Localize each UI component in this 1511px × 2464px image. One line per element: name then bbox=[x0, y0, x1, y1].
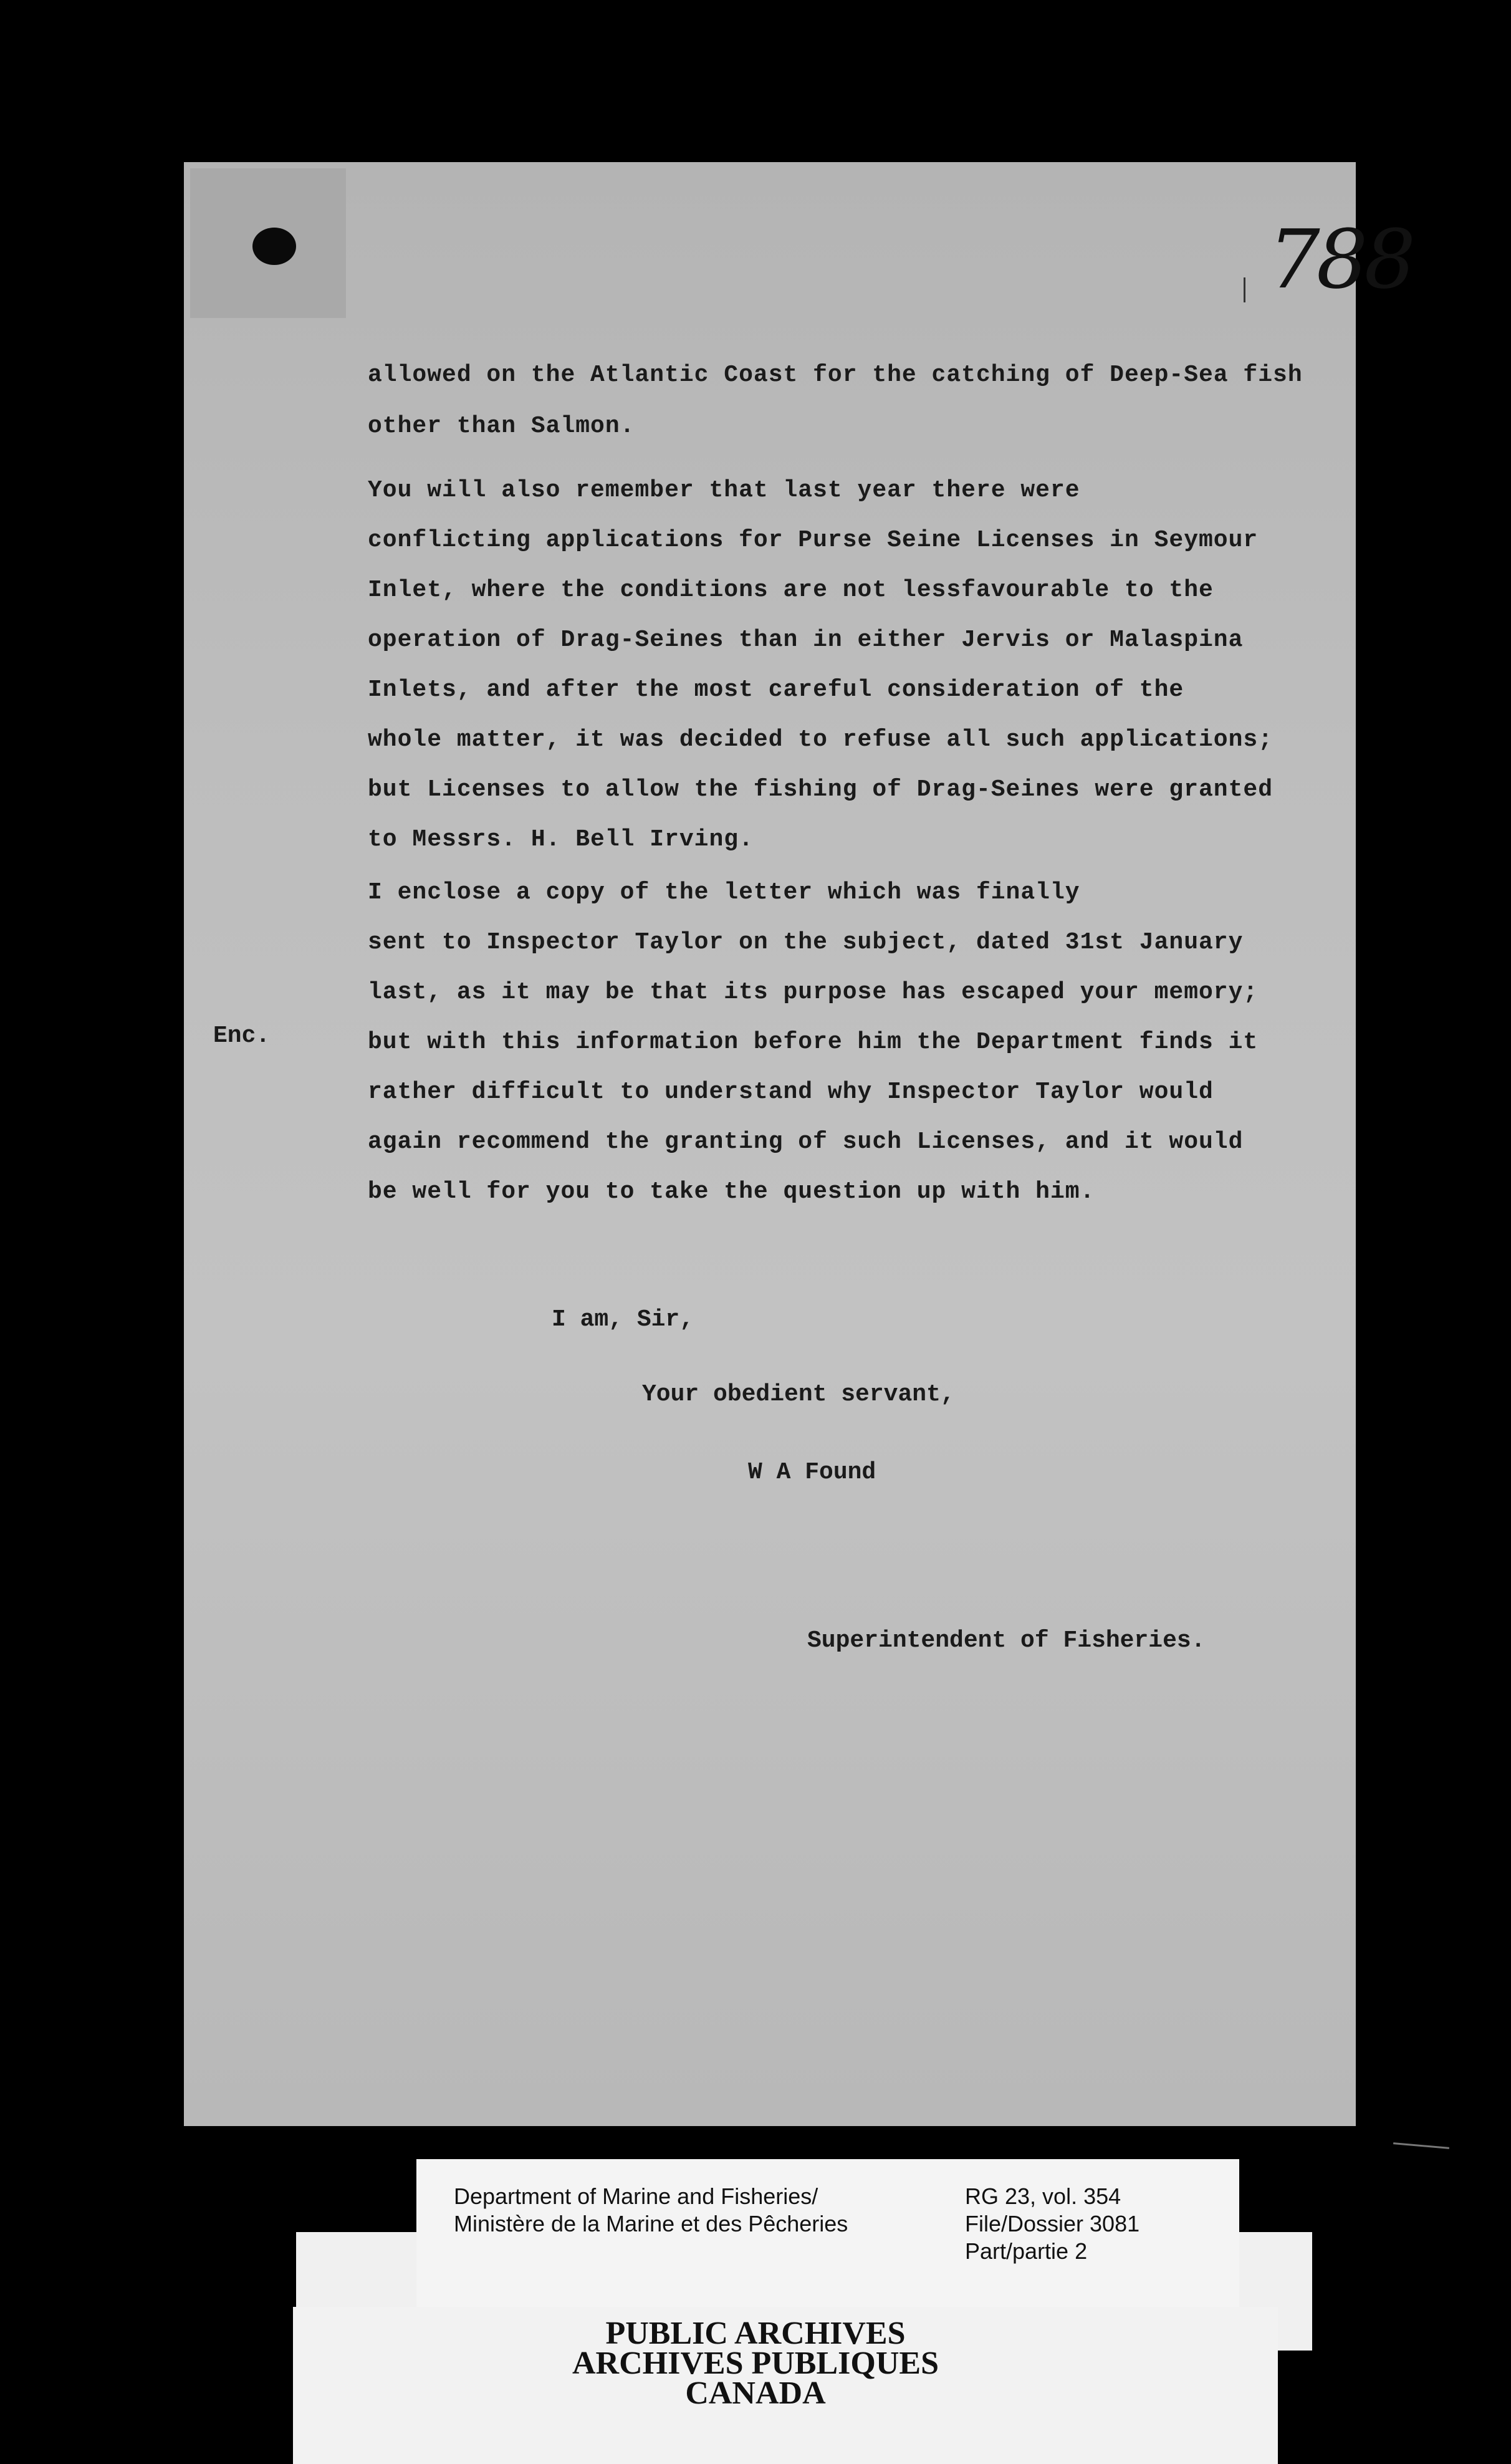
document-page bbox=[184, 162, 1413, 2126]
punch-hole bbox=[252, 228, 296, 265]
record-group: RG 23, vol. 354 bbox=[965, 2183, 1121, 2209]
body-line: sent to Inspector Taylor on the subject, dated 31st January bbox=[368, 929, 1244, 956]
body-line: whole matter, it was decided to refuse all such applications; bbox=[368, 726, 1274, 753]
body-line: last, as it may be that its purpose has escaped your memory; bbox=[368, 979, 1259, 1006]
signature: W A Found bbox=[748, 1459, 876, 1486]
department-en: Department of Marine and Fisheries/ bbox=[454, 2183, 818, 2209]
body-line: I enclose a copy of the letter which was finally bbox=[368, 879, 1080, 906]
body-line: again recommend the granting of such Licenses, and it would bbox=[368, 1129, 1244, 1155]
salutation: I am, Sir, bbox=[552, 1306, 694, 1333]
punch-hole-area bbox=[190, 168, 346, 318]
body-line: Inlets, and after the most careful consideration of the bbox=[368, 676, 1184, 703]
body-line: allowed on the Atlantic Coast for the catching of Deep-Sea fish bbox=[368, 362, 1303, 388]
stamp-line-2: ARCHIVES PUBLIQUES bbox=[572, 2346, 939, 2381]
body-line: to Messrs. H. Bell Irving. bbox=[368, 826, 754, 853]
pencil-mark bbox=[1244, 277, 1245, 302]
body-line: but with this information before him the Department finds it bbox=[368, 1029, 1259, 1056]
film-scratch bbox=[1393, 2142, 1449, 2149]
archive-reference-card bbox=[416, 2159, 1239, 2312]
body-line: Inlet, where the conditions are not lessfavourable to the bbox=[368, 577, 1214, 604]
complimentary-close: Your obedient servant, bbox=[642, 1381, 955, 1408]
part-number: Part/partie 2 bbox=[965, 2238, 1088, 2264]
body-line: You will also remember that last year there were bbox=[368, 477, 1080, 504]
body-line: operation of Drag-Seines than in either Jervis or Malaspina bbox=[368, 627, 1244, 653]
stamp-line-3: CANADA bbox=[685, 2375, 826, 2411]
file-number: File/Dossier 3081 bbox=[965, 2211, 1140, 2236]
department-fr: Ministère de la Marine et des Pêcheries bbox=[454, 2211, 848, 2236]
body-line: other than Salmon. bbox=[368, 413, 635, 440]
body-line: conflicting applications for Purse Seine Licenses in Seymour bbox=[368, 527, 1259, 554]
department-names bbox=[454, 2183, 848, 2238]
margin-note: Enc. bbox=[213, 1023, 271, 1049]
body-line: rather difficult to understand why Inspector Taylor would bbox=[368, 1079, 1214, 1105]
signatory-title: Superintendent of Fisheries. bbox=[807, 1627, 1206, 1654]
stamp-line-1: PUBLIC ARCHIVES bbox=[605, 2316, 906, 2351]
body-line: be well for you to take the question up with him. bbox=[368, 1178, 1095, 1205]
folio-number: 788 bbox=[1269, 212, 1413, 307]
body-line: but Licenses to allow the fishing of Drag-Seines were granted bbox=[368, 776, 1274, 803]
archive-reference bbox=[965, 2183, 1139, 2265]
